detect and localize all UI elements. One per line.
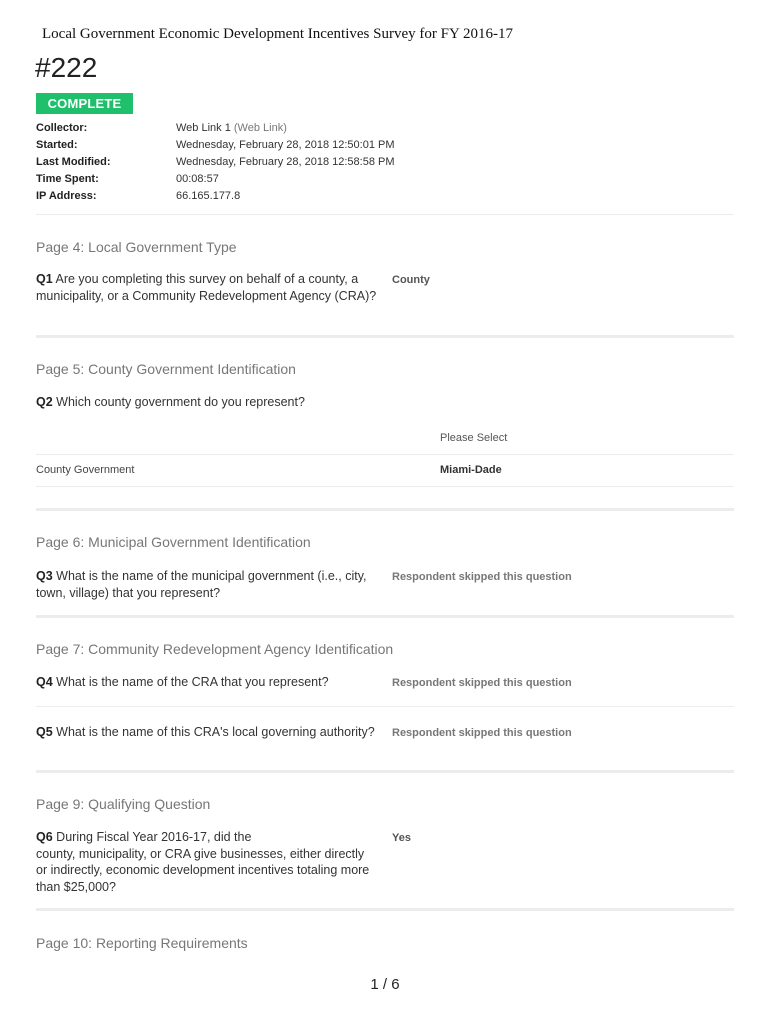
meta-label: Started:	[36, 139, 78, 152]
meta-value: 00:08:57	[176, 172, 219, 185]
meta-label: Last Modified:	[36, 155, 111, 168]
question-text-line1: During Fiscal Year 2016-17, did the	[56, 830, 252, 844]
meta-row-collector	[36, 120, 395, 137]
page-7-heading: Page 7: Community Redevelopment Agency Identification	[36, 641, 394, 657]
question-text: Are you completing this survey on behalf of a county, a municipality, or a Community Redevelopment Agency (CRA)?	[36, 272, 377, 303]
meta-row-started	[36, 137, 395, 154]
page-divider	[36, 615, 734, 618]
section-divider	[36, 214, 734, 215]
question-q4	[36, 674, 381, 691]
question-text-rest: county, municipality, or CRA give businesses, either directly or indirectly, economic development incentives totaling more than $25,000?	[36, 846, 370, 894]
meta-row-time-spent	[36, 170, 395, 187]
section-divider	[36, 706, 734, 707]
question-q1	[36, 271, 381, 304]
collector-name: Web Link 1	[176, 122, 231, 135]
page-9-heading: Page 9: Qualifying Question	[36, 796, 211, 812]
question-text: What is the name of this CRA's local governing authority?	[56, 725, 375, 739]
status-badge: COMPLETE	[36, 93, 133, 114]
meta-label: IP Address:	[36, 189, 97, 202]
collector-type: (Web Link)	[233, 122, 287, 135]
meta-label: Time Spent:	[36, 172, 99, 185]
question-number: Q6	[36, 830, 53, 844]
page-5-heading: Page 5: County Government Identification	[36, 361, 296, 377]
page-divider	[36, 770, 734, 773]
matrix-divider	[36, 454, 734, 455]
response-number: #222	[35, 52, 98, 83]
question-q6	[36, 829, 376, 895]
question-q5	[36, 724, 381, 741]
meta-row-last-modified	[36, 154, 395, 171]
page-6-heading: Page 6: Municipal Government Identification	[36, 534, 311, 550]
meta-value: Wednesday, February 28, 2018 12:50:01 PM	[176, 139, 395, 152]
meta-value: Wednesday, February 28, 2018 12:58:58 PM	[176, 155, 395, 168]
answer-q1: County	[392, 274, 430, 286]
meta-value	[176, 122, 287, 134]
matrix-column-header: Please Select	[440, 432, 508, 444]
page-divider	[36, 335, 734, 338]
page-divider	[36, 908, 734, 911]
response-metadata	[36, 120, 395, 204]
question-number: Q2	[36, 395, 53, 409]
document-title: Local Government Economic Development Incentives Survey for FY 2016-17	[42, 26, 513, 42]
meta-label: Collector:	[36, 122, 88, 135]
matrix-divider	[36, 486, 734, 487]
page-divider	[36, 508, 734, 511]
meta-value: 66.165.177.8	[176, 189, 241, 202]
matrix-row-value: Miami-Dade	[440, 464, 502, 476]
question-number: Q4	[36, 675, 53, 689]
question-number: Q3	[36, 569, 53, 583]
question-text: What is the name of the CRA that you represent?	[56, 675, 329, 689]
meta-row-ip-address	[36, 187, 395, 204]
answer-q5: Respondent skipped this question	[392, 727, 572, 739]
question-q3	[36, 568, 381, 601]
matrix-row-label: County Government	[36, 464, 135, 476]
page-4-heading: Page 4: Local Government Type	[36, 239, 237, 255]
question-number: Q1	[36, 272, 53, 286]
answer-q3: Respondent skipped this question	[392, 571, 572, 583]
page-indicator: 1 / 6	[370, 976, 400, 993]
question-text: Which county government do you represent?	[56, 395, 305, 409]
question-q2	[36, 394, 536, 411]
answer-q6: Yes	[392, 832, 411, 844]
answer-q4: Respondent skipped this question	[392, 677, 572, 689]
question-text: What is the name of the municipal government (i.e., city, town, village) that you represent?	[36, 569, 367, 600]
question-number: Q5	[36, 725, 53, 739]
page-10-heading: Page 10: Reporting Requirements	[36, 935, 248, 951]
